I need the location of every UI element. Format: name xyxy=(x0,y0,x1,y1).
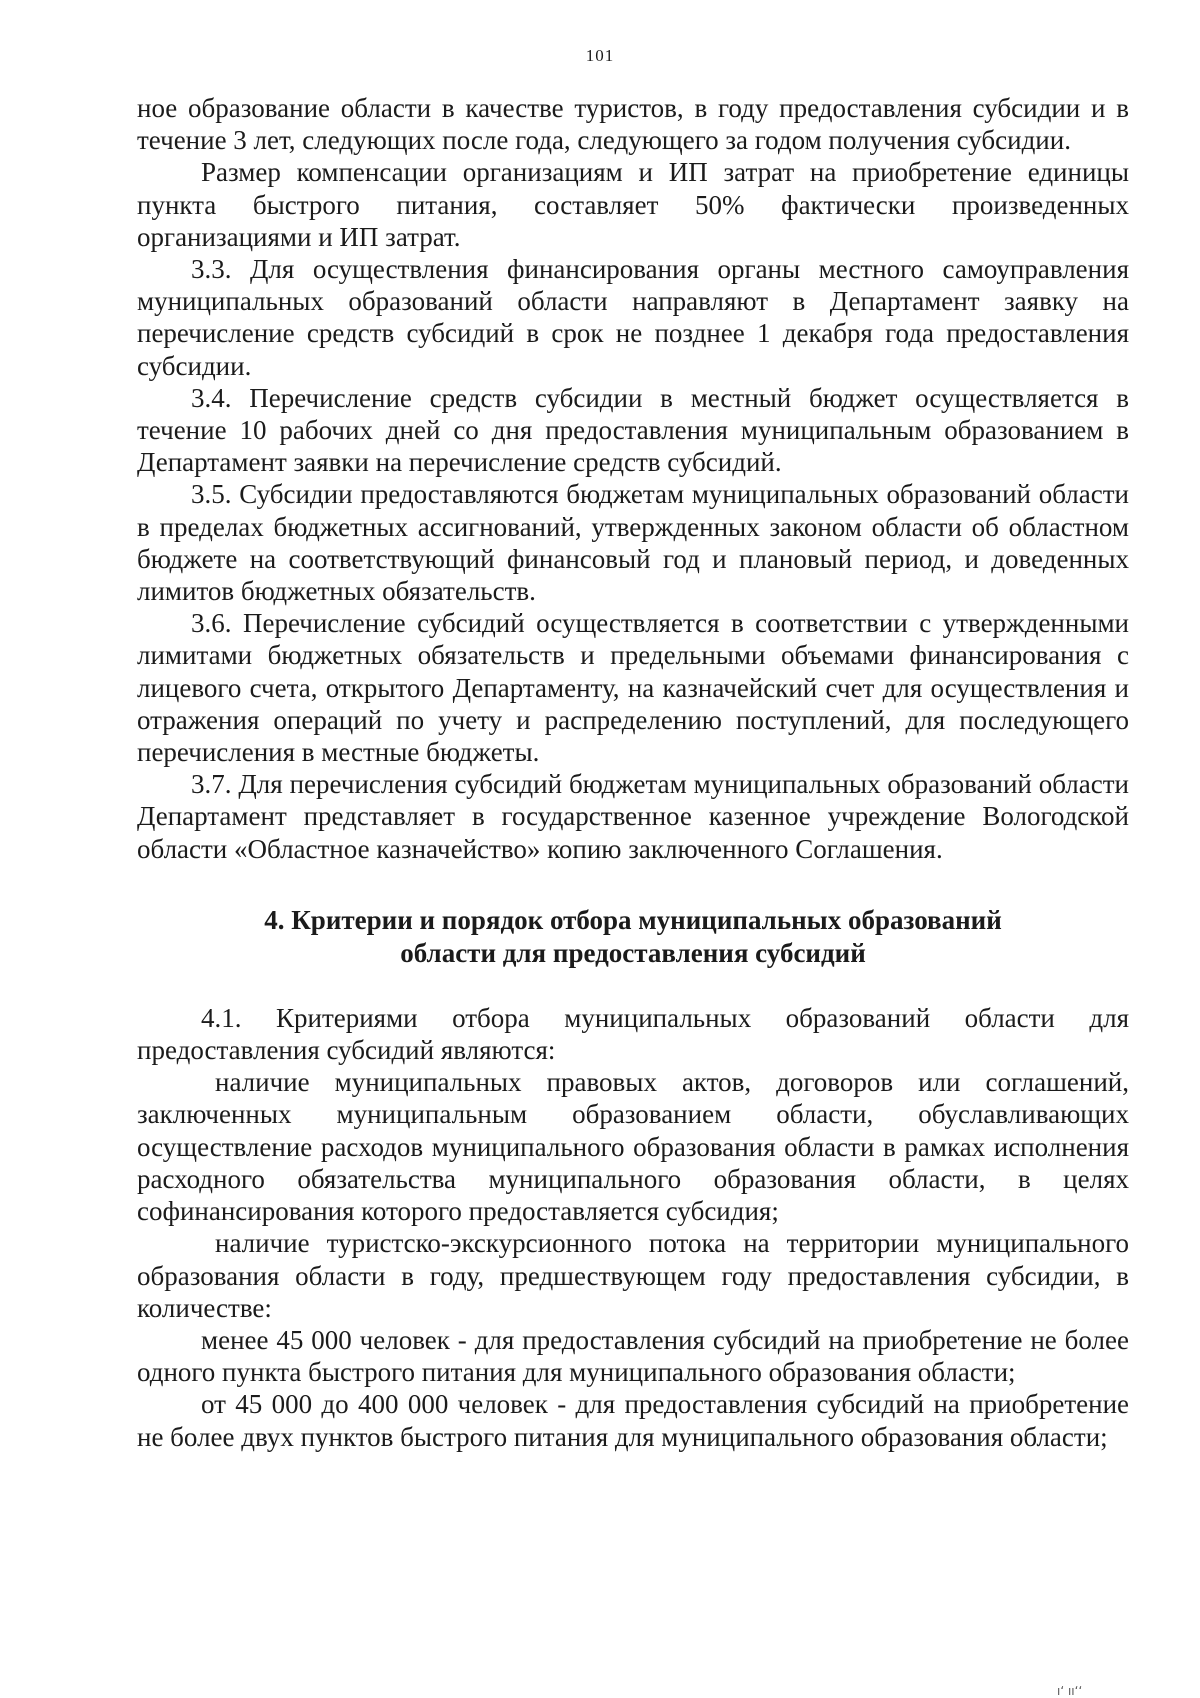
paragraph-compensation-size: Размер компенсации организациям и ИП затрат на приобретение единицы пункта быстрого питания, составляет 50% фактически произведенных организациями и ИП затрат. xyxy=(137,157,1129,252)
paragraph-3-5: 3.5. Субсидии предоставляются бюджетам муниципальных образований области в пределах бюджетных ассигнований, утвержденных законом области об областном бюджете на соответствующий финансовый год и плановый период, и доведенных лимитов бюджетных обязательств. xyxy=(137,479,1129,607)
paragraph-continuation: ное образование области в качестве туристов, в году предоставления субсидии и в течение 3 лет, следующих после года, следующего за годом получения субсидии. xyxy=(137,93,1129,156)
paragraph-3-7: 3.7. Для перечисления субсидий бюджетам муниципальных образований области Департамент представляет в государственное казенное учреждение Вологодской области «Областное казначейство» копию заключенного Соглашения. xyxy=(137,769,1129,864)
document-body xyxy=(137,92,1129,1453)
section-4-heading xyxy=(137,904,1129,970)
criterion-under-45000: менее 45 000 человек - для предоставления субсидий на приобретение не более одного пункта быстрого питания для муниципального образования области; xyxy=(137,1324,1129,1388)
scan-mark: ı‘ ıı‘‘ xyxy=(1057,1684,1083,1698)
paragraph-3-4: 3.4. Перечисление средств субсидии в местный бюджет осуществляется в течение 10 рабочих дней со дня предоставления муниципальным образованием в Департамент заявки на перечисление средств субсидий. xyxy=(137,382,1129,478)
criterion-tourist-flow: наличие туристско-экскурсионного потока на территории муниципального образования области в году, предшествующем году предоставления субсидии, в количестве: xyxy=(137,1228,1129,1323)
paragraph-3-3: 3.3. Для осуществления финансирования органы местного самоуправления муниципальных образований области направляют в Департамент заявку на перечисление средств субсидий в срок не позднее 1 декабря года предоставления субсидии. xyxy=(137,254,1129,381)
criterion-legal-acts: наличие муниципальных правовых актов, договоров или соглашений, заключенных муниципальным образованием области, обуславливающих осуществление расходов муниципального образования области в рамках исполнения расходного обязательства муниципального образования области, в целях софинансирования которого предоставляется субсидия; xyxy=(137,1067,1129,1227)
section-4-heading-line-2: области для предоставления субсидий xyxy=(400,937,866,968)
paragraph-3-6: 3.6. Перечисление субсидий осуществляется в соответствии с утвержденными лимитами бюджетных обязательств и предельными объемами финансирования с лицевого счета, открытого Департаменту, на казначейский счет для осуществления и отражения операций по учету и распределению поступлений, для последующего перечисления в местные бюджеты. xyxy=(137,608,1129,768)
criterion-45000-400000: от 45 000 до 400 000 человек - для предоставления субсидий на приобретение не более двух пунктов быстрого питания для муниципального образования области; xyxy=(137,1389,1129,1452)
page-number: 101 xyxy=(585,46,615,65)
paragraph-4-1: 4.1. Критериями отбора муниципальных образований области для предоставления субсидий являются: xyxy=(137,1002,1129,1066)
section-4-heading-line-1: 4. Критерии и порядок отбора муниципальных образований xyxy=(264,904,1002,935)
